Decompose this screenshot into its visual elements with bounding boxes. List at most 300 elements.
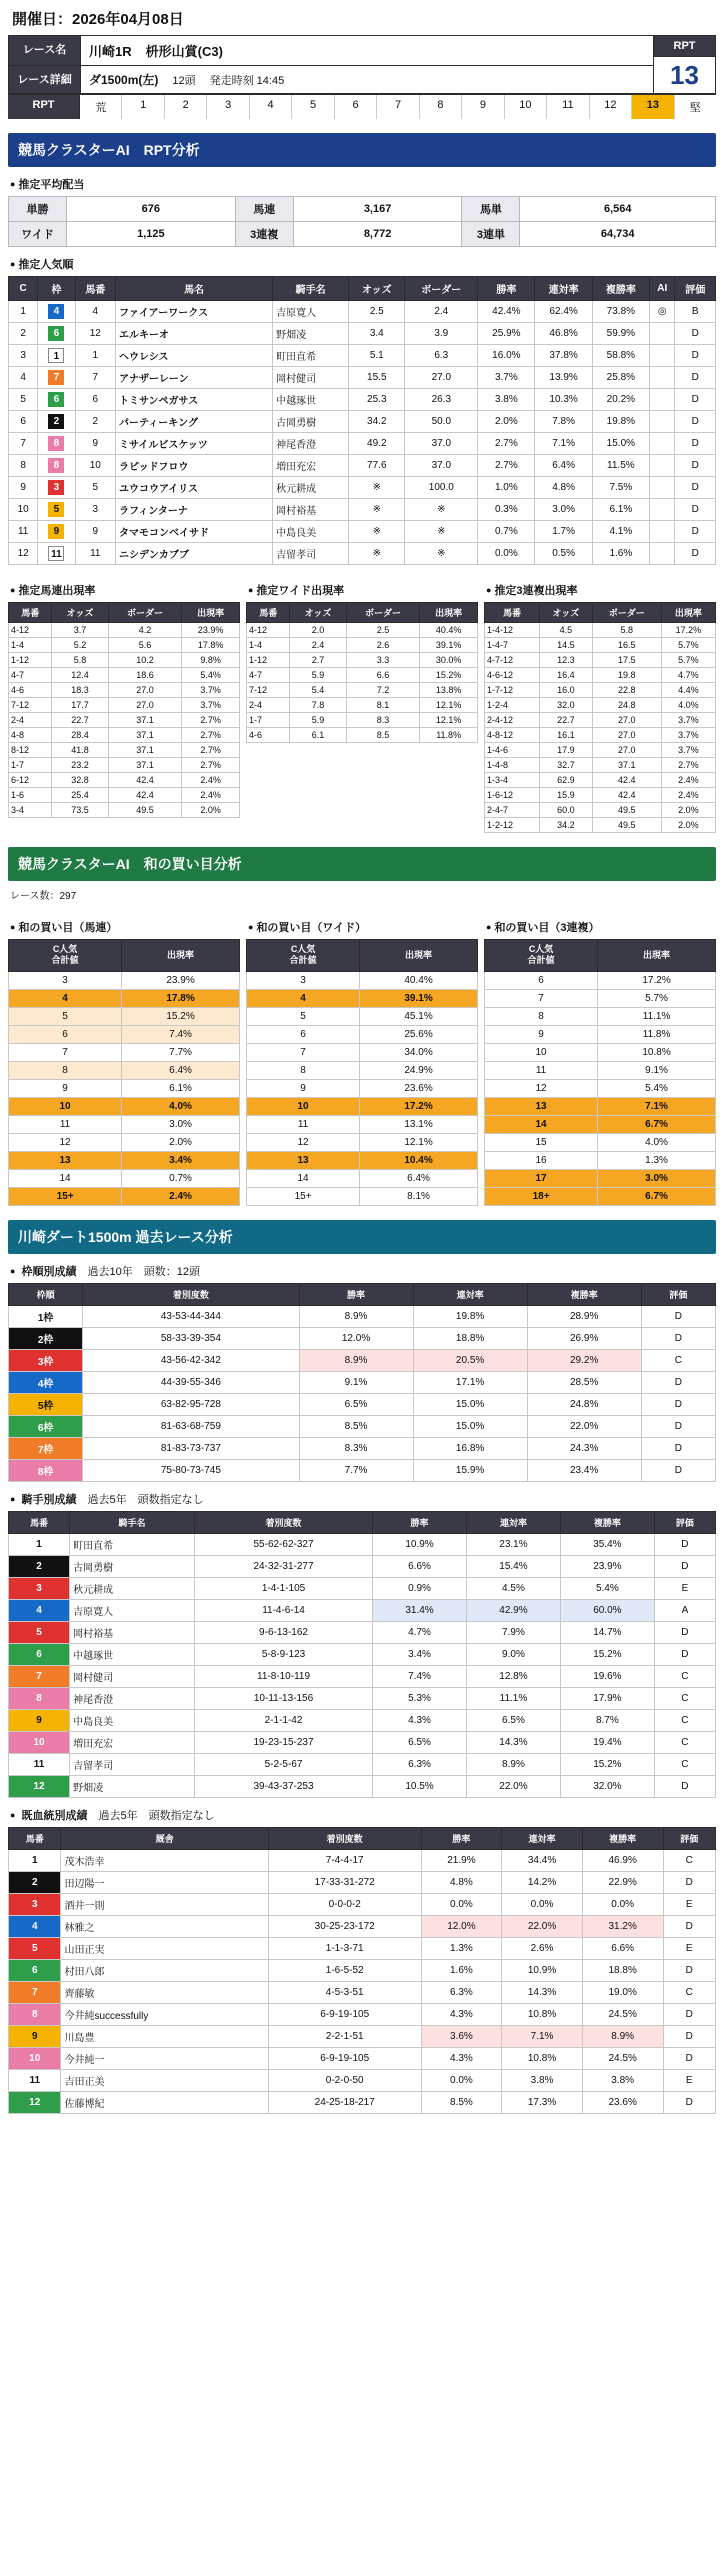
table-row[interactable] xyxy=(247,1097,478,1115)
place2-rate: 20.5% xyxy=(413,1349,527,1371)
waku-label: 1枠 xyxy=(9,1305,83,1327)
table-row[interactable] xyxy=(9,433,716,455)
cell-value: 12.1% xyxy=(420,698,478,713)
sum-value: 8 xyxy=(485,1007,598,1025)
past-table-header: 連対率 xyxy=(466,1511,560,1533)
table-row[interactable] xyxy=(9,1415,716,1437)
rpt-scale-cell: 7 xyxy=(377,95,419,119)
place3-rate: 20.2% xyxy=(592,389,649,411)
table-row[interactable] xyxy=(247,638,478,653)
table-row[interactable] xyxy=(247,1043,478,1061)
sire-table xyxy=(8,1827,716,2114)
ai-mark xyxy=(649,477,674,499)
table-row[interactable] xyxy=(9,1025,240,1043)
jockey-name: 吉留孝司 xyxy=(273,543,349,565)
race-name-label: レース名 xyxy=(9,36,81,65)
table-row[interactable] xyxy=(9,623,240,638)
uma-number: 12 xyxy=(9,2091,61,2113)
evaluation-grade: E xyxy=(663,1893,716,1915)
uma-number: 11 xyxy=(9,2069,61,2091)
combination: 4-6-12 xyxy=(485,668,540,683)
table-row[interactable] xyxy=(247,1187,478,1205)
table-row[interactable] xyxy=(247,683,478,698)
past-table-header: 着別度数 xyxy=(83,1283,299,1305)
place3-rate: 1.6% xyxy=(592,543,649,565)
table-row[interactable] xyxy=(247,1115,478,1133)
table-row[interactable] xyxy=(9,2091,716,2113)
table-row[interactable] xyxy=(9,638,240,653)
place2-rate: 14.3% xyxy=(466,1731,560,1753)
place2-rate: 4.5% xyxy=(466,1577,560,1599)
table-row[interactable] xyxy=(9,1169,240,1187)
table-row[interactable] xyxy=(9,788,240,803)
place2-rate: 14.3% xyxy=(502,1981,583,2003)
table-row[interactable] xyxy=(247,698,478,713)
table-row[interactable] xyxy=(247,623,478,638)
payout-label: 馬単 xyxy=(462,197,520,222)
evaluation-grade: D xyxy=(675,455,716,477)
table-row[interactable] xyxy=(247,1061,478,1079)
table-row[interactable] xyxy=(9,1621,716,1643)
border-value: 50.0 xyxy=(405,411,478,433)
combination: 1-7 xyxy=(247,713,290,728)
table-row[interactable] xyxy=(485,1151,716,1169)
appearance-rate: 4.0% xyxy=(122,1097,240,1115)
mini-table-header: オッズ xyxy=(539,603,592,623)
table-row[interactable] xyxy=(9,1371,716,1393)
table-row[interactable] xyxy=(9,1775,716,1797)
waku-number: 7 xyxy=(38,367,75,389)
appearance-rate: 6.4% xyxy=(122,1061,240,1079)
uma-number: 10 xyxy=(75,455,115,477)
table-row[interactable] xyxy=(9,1643,716,1665)
table-row[interactable] xyxy=(9,1151,240,1169)
horse-name: ラフィンターナ xyxy=(116,499,273,521)
ai-mark xyxy=(649,521,674,543)
table-row[interactable] xyxy=(247,1025,478,1043)
evaluation-grade: D xyxy=(663,2047,716,2069)
table-row[interactable] xyxy=(247,1151,478,1169)
sum-value: 12 xyxy=(9,1133,122,1151)
place2-rate: 19.8% xyxy=(413,1305,527,1327)
table-row[interactable] xyxy=(9,803,240,818)
table-row[interactable] xyxy=(485,1007,716,1025)
table-row[interactable] xyxy=(485,638,716,653)
uma-number: 12 xyxy=(9,1775,70,1797)
table-row[interactable] xyxy=(9,1349,716,1371)
table-row[interactable] xyxy=(9,1327,716,1349)
table-row[interactable] xyxy=(247,653,478,668)
appearance-rate: 0.7% xyxy=(122,1169,240,1187)
table-row[interactable] xyxy=(9,323,716,345)
place3-rate: 15.0% xyxy=(592,433,649,455)
table-row[interactable] xyxy=(485,668,716,683)
uma-number: 10 xyxy=(9,1731,70,1753)
entity-name: 佐藤博紀 xyxy=(61,2091,268,2113)
win-rate: 0.7% xyxy=(478,521,535,543)
table-row[interactable] xyxy=(9,1871,716,1893)
cell-value: 32.7 xyxy=(539,758,592,773)
place3-rate: 28.5% xyxy=(527,1371,641,1393)
combination: 1-4 xyxy=(247,638,290,653)
table-row[interactable] xyxy=(485,803,716,818)
waku-number: 8 xyxy=(38,455,75,477)
evaluation-grade: D xyxy=(675,411,716,433)
sum-value: 16 xyxy=(485,1151,598,1169)
table-row[interactable] xyxy=(9,668,240,683)
evaluation-grade: E xyxy=(654,1577,715,1599)
section-title-wa: 競馬クラスターAI 和の買い目分析 xyxy=(8,847,716,881)
table-row[interactable] xyxy=(9,1687,716,1709)
table-row[interactable] xyxy=(485,1061,716,1079)
uma-number: 12 xyxy=(75,323,115,345)
win-rate: 12.0% xyxy=(299,1327,413,1349)
border-value: 27.0 xyxy=(405,367,478,389)
table-row[interactable] xyxy=(247,971,478,989)
cell-value: 42.4 xyxy=(108,788,182,803)
appearance-rate: 5.7% xyxy=(598,989,716,1007)
waku-number: 3 xyxy=(38,477,75,499)
cell-value: 2.4% xyxy=(661,773,715,788)
table-row[interactable] xyxy=(9,1437,716,1459)
table-row[interactable] xyxy=(485,1169,716,1187)
mini-table xyxy=(246,602,478,743)
table-row[interactable] xyxy=(485,1043,716,1061)
cell-value: 17.9 xyxy=(539,743,592,758)
table-row[interactable] xyxy=(9,1893,716,1915)
win-rate: 6.6% xyxy=(373,1555,467,1577)
table-row[interactable] xyxy=(9,728,240,743)
place2-rate: 15.9% xyxy=(413,1459,527,1481)
place2-rate: 6.4% xyxy=(535,455,592,477)
cell-value: 37.1 xyxy=(108,743,182,758)
table-row[interactable] xyxy=(9,1665,716,1687)
table-row[interactable] xyxy=(9,367,716,389)
combination: 4-6 xyxy=(247,728,290,743)
table-row[interactable] xyxy=(485,818,716,833)
waku-number: 11 xyxy=(38,543,75,565)
record-counts: 30-25-23-172 xyxy=(268,1915,421,1937)
entity-name: 神尾香澄 xyxy=(70,1687,195,1709)
payout-row xyxy=(9,197,716,222)
table-row[interactable] xyxy=(9,773,240,788)
horse-table-header: 評価 xyxy=(675,277,716,301)
table-row[interactable] xyxy=(9,1915,716,1937)
table-row[interactable] xyxy=(9,477,716,499)
waku-heading: ● 枠順別成績 過去10年 頭数：12頭 xyxy=(10,1263,714,1279)
table-row[interactable] xyxy=(9,499,716,521)
appearance-rate: 17.2% xyxy=(360,1097,478,1115)
table-row[interactable] xyxy=(9,2003,716,2025)
uma-number: 5 xyxy=(9,1621,70,1643)
table-row[interactable] xyxy=(9,743,240,758)
cell-value: 5.8 xyxy=(52,653,108,668)
table-row[interactable] xyxy=(9,345,716,367)
evaluation-grade: D xyxy=(663,2025,716,2047)
combination: 4-6 xyxy=(9,683,52,698)
payout-value: 8,772 xyxy=(293,222,462,247)
evaluation-grade: D xyxy=(654,1621,715,1643)
table-row[interactable] xyxy=(485,758,716,773)
record-counts: 0-2-0-50 xyxy=(268,2069,421,2091)
sum-value: 11 xyxy=(9,1115,122,1133)
cell-value: 2.7% xyxy=(182,713,240,728)
record-counts: 24-32-31-277 xyxy=(194,1555,372,1577)
win-rate: 6.5% xyxy=(299,1393,413,1415)
evaluation-grade: D xyxy=(641,1371,715,1393)
odds-value: 3.4 xyxy=(349,323,405,345)
table-row[interactable] xyxy=(247,728,478,743)
place3-rate: 7.5% xyxy=(592,477,649,499)
cell-value: 6.6 xyxy=(346,668,420,683)
place3-rate: 22.0% xyxy=(527,1415,641,1437)
table-row[interactable] xyxy=(9,1981,716,2003)
sum-value: 12 xyxy=(247,1133,360,1151)
mini-table-heading: ● 推定馬連出現率 xyxy=(10,582,238,598)
cell-value: 49.5 xyxy=(592,818,661,833)
place2-rate: 0.5% xyxy=(535,543,592,565)
table-row[interactable] xyxy=(9,758,240,773)
cell-value: 42.4 xyxy=(592,788,661,803)
ninki-rank: 6 xyxy=(9,411,38,433)
table-row[interactable] xyxy=(485,989,716,1007)
record-counts: 58-33-39-354 xyxy=(83,1327,299,1349)
table-row[interactable] xyxy=(9,989,240,1007)
payout-value: 676 xyxy=(67,197,236,222)
table-row[interactable] xyxy=(485,788,716,803)
waku-number: 6 xyxy=(38,323,75,345)
table-row[interactable] xyxy=(9,1133,240,1151)
record-counts: 4-5-3-51 xyxy=(268,1981,421,2003)
uma-number: 10 xyxy=(9,2047,61,2069)
combination: 7-12 xyxy=(9,698,52,713)
record-counts: 55-62-62-327 xyxy=(194,1533,372,1555)
uma-number: 8 xyxy=(9,2003,61,2025)
table-row[interactable] xyxy=(247,668,478,683)
table-row[interactable] xyxy=(247,989,478,1007)
table-row[interactable] xyxy=(9,1959,716,1981)
combination: 8-12 xyxy=(9,743,52,758)
mini-table-header: 馬番 xyxy=(247,603,290,623)
combination: 2-4-7 xyxy=(485,803,540,818)
record-counts: 19-23-15-237 xyxy=(194,1731,372,1753)
border-value: 37.0 xyxy=(405,433,478,455)
ninki-rank: 12 xyxy=(9,543,38,565)
table-row[interactable] xyxy=(9,411,716,433)
cell-value: 3.7 xyxy=(52,623,108,638)
table-row[interactable] xyxy=(485,971,716,989)
border-value: 6.3 xyxy=(405,345,478,367)
table-row[interactable] xyxy=(9,1305,716,1327)
table-row[interactable] xyxy=(9,2047,716,2069)
table-row[interactable] xyxy=(9,2025,716,2047)
table-row[interactable] xyxy=(9,301,716,323)
cell-value: 3.7% xyxy=(182,698,240,713)
place2-rate: 7.8% xyxy=(535,411,592,433)
waku-number: 1 xyxy=(38,345,75,367)
appearance-rate: 23.9% xyxy=(122,971,240,989)
table-row[interactable] xyxy=(9,1393,716,1415)
evaluation-grade: D xyxy=(654,1643,715,1665)
place2-rate: 8.9% xyxy=(466,1753,560,1775)
table-row[interactable] xyxy=(485,698,716,713)
place3-rate: 17.9% xyxy=(560,1687,654,1709)
buy-table-heading: ● 和の買い目（馬連） xyxy=(10,919,238,935)
evaluation-grade: D xyxy=(675,323,716,345)
waku-label: 7枠 xyxy=(9,1437,83,1459)
table-row[interactable] xyxy=(9,683,240,698)
sum-value: 13 xyxy=(247,1151,360,1169)
sum-value: 18+ xyxy=(485,1187,598,1205)
table-row[interactable] xyxy=(9,1599,716,1621)
appearance-rate: 10.8% xyxy=(598,1043,716,1061)
table-row[interactable] xyxy=(9,1577,716,1599)
place3-rate: 24.5% xyxy=(582,2047,663,2069)
table-row[interactable] xyxy=(9,1187,240,1205)
combination: 1-4-7 xyxy=(485,638,540,653)
cell-value: 27.0 xyxy=(592,713,661,728)
entity-name: 酒井一則 xyxy=(61,1893,268,1915)
horse-name: ニシデンカブブ xyxy=(116,543,273,565)
table-row[interactable] xyxy=(247,1007,478,1025)
table-row[interactable] xyxy=(9,1849,716,1871)
cell-value: 5.9 xyxy=(290,668,346,683)
place2-rate: 18.8% xyxy=(413,1327,527,1349)
table-row[interactable] xyxy=(9,1115,240,1133)
cell-value: 27.0 xyxy=(592,728,661,743)
table-row[interactable] xyxy=(485,1097,716,1115)
table-row[interactable] xyxy=(247,1079,478,1097)
table-row[interactable] xyxy=(247,1169,478,1187)
past-table-header: 枠順 xyxy=(9,1283,83,1305)
appearance-rate: 8.1% xyxy=(360,1187,478,1205)
ai-mark xyxy=(649,543,674,565)
record-counts: 6-9-19-105 xyxy=(268,2003,421,2025)
table-row[interactable] xyxy=(9,521,716,543)
evaluation-grade: D xyxy=(641,1305,715,1327)
table-row[interactable] xyxy=(247,1133,478,1151)
table-row[interactable] xyxy=(9,1937,716,1959)
cell-value: 60.0 xyxy=(539,803,592,818)
horse-name: ファイアーワークス xyxy=(116,301,273,323)
cell-value: 17.8% xyxy=(182,638,240,653)
cell-value: 18.6 xyxy=(108,668,182,683)
border-value: ※ xyxy=(405,521,478,543)
table-row[interactable] xyxy=(9,971,240,989)
table-row[interactable] xyxy=(9,1097,240,1115)
combination: 2-4 xyxy=(247,698,290,713)
appearance-rate: 9.1% xyxy=(598,1061,716,1079)
evaluation-grade: D xyxy=(641,1459,715,1481)
cell-value: 11.8% xyxy=(420,728,478,743)
combination: 1-7 xyxy=(9,758,52,773)
table-row[interactable] xyxy=(485,623,716,638)
uma-number: 1 xyxy=(75,345,115,367)
table-row[interactable] xyxy=(485,1133,716,1151)
table-row[interactable] xyxy=(9,1079,240,1097)
table-row[interactable] xyxy=(9,1731,716,1753)
place2-rate: 37.8% xyxy=(535,345,592,367)
cell-value: 16.5 xyxy=(592,638,661,653)
sum-value: 6 xyxy=(9,1025,122,1043)
place3-rate: 22.9% xyxy=(582,1871,663,1893)
combination: 6-12 xyxy=(9,773,52,788)
table-row[interactable] xyxy=(485,1115,716,1133)
table-row[interactable] xyxy=(9,1007,240,1025)
table-row[interactable] xyxy=(485,1187,716,1205)
place2-rate: 22.0% xyxy=(502,1915,583,1937)
sum-value: 7 xyxy=(485,989,598,1007)
ninki-rank: 2 xyxy=(9,323,38,345)
jockey-name: 野畑凌 xyxy=(273,323,349,345)
win-rate: 3.6% xyxy=(421,2025,502,2047)
cell-value: 37.1 xyxy=(108,728,182,743)
table-row[interactable] xyxy=(9,1753,716,1775)
rpt-scale-cell: 6 xyxy=(335,95,377,119)
table-row[interactable] xyxy=(9,713,240,728)
uma-number: 11 xyxy=(9,1753,70,1775)
table-row[interactable] xyxy=(485,728,716,743)
place2-rate: 11.1% xyxy=(466,1687,560,1709)
table-row[interactable] xyxy=(485,653,716,668)
table-row[interactable] xyxy=(9,698,240,713)
table-row[interactable] xyxy=(9,1709,716,1731)
place2-rate: 10.8% xyxy=(502,2003,583,2025)
entity-name: 齊藤敏 xyxy=(61,1981,268,2003)
buy-table-header: 出現率 xyxy=(598,940,716,972)
table-row[interactable] xyxy=(9,1459,716,1481)
table-row[interactable] xyxy=(485,743,716,758)
horse-table-header: AI xyxy=(649,277,674,301)
evaluation-grade: E xyxy=(663,2069,716,2091)
table-row[interactable] xyxy=(9,1533,716,1555)
evaluation-grade: C xyxy=(663,1981,716,2003)
ai-mark xyxy=(649,323,674,345)
border-value: 100.0 xyxy=(405,477,478,499)
table-row[interactable] xyxy=(485,1025,716,1043)
horse-table-header: ボーダー xyxy=(405,277,478,301)
entity-name: 岡村裕基 xyxy=(70,1621,195,1643)
table-row[interactable] xyxy=(9,2069,716,2091)
win-rate: 4.3% xyxy=(421,2047,502,2069)
past-table-header: 複勝率 xyxy=(527,1283,641,1305)
combination: 3-4 xyxy=(9,803,52,818)
win-rate: 4.3% xyxy=(373,1709,467,1731)
table-row[interactable] xyxy=(485,713,716,728)
jockey-table xyxy=(8,1511,716,1798)
rpt-scale-cell: 10 xyxy=(505,95,547,119)
mini-table-header: 出現率 xyxy=(420,603,478,623)
table-row[interactable] xyxy=(9,1061,240,1079)
appearance-rate: 13.1% xyxy=(360,1115,478,1133)
cell-value: 18.3 xyxy=(52,683,108,698)
table-row[interactable] xyxy=(9,1555,716,1577)
table-row[interactable] xyxy=(9,389,716,411)
table-row[interactable] xyxy=(9,1043,240,1061)
table-row[interactable] xyxy=(485,1079,716,1097)
table-row[interactable] xyxy=(9,455,716,477)
table-row[interactable] xyxy=(247,713,478,728)
table-row[interactable] xyxy=(9,653,240,668)
odds-value: 49.2 xyxy=(349,433,405,455)
sum-value: 4 xyxy=(9,989,122,1007)
place3-rate: 24.5% xyxy=(582,2003,663,2025)
jockey-name: 中島良美 xyxy=(273,521,349,543)
table-row[interactable] xyxy=(485,773,716,788)
cell-value: 4.5 xyxy=(539,623,592,638)
table-row[interactable] xyxy=(485,683,716,698)
table-row[interactable] xyxy=(9,543,716,565)
